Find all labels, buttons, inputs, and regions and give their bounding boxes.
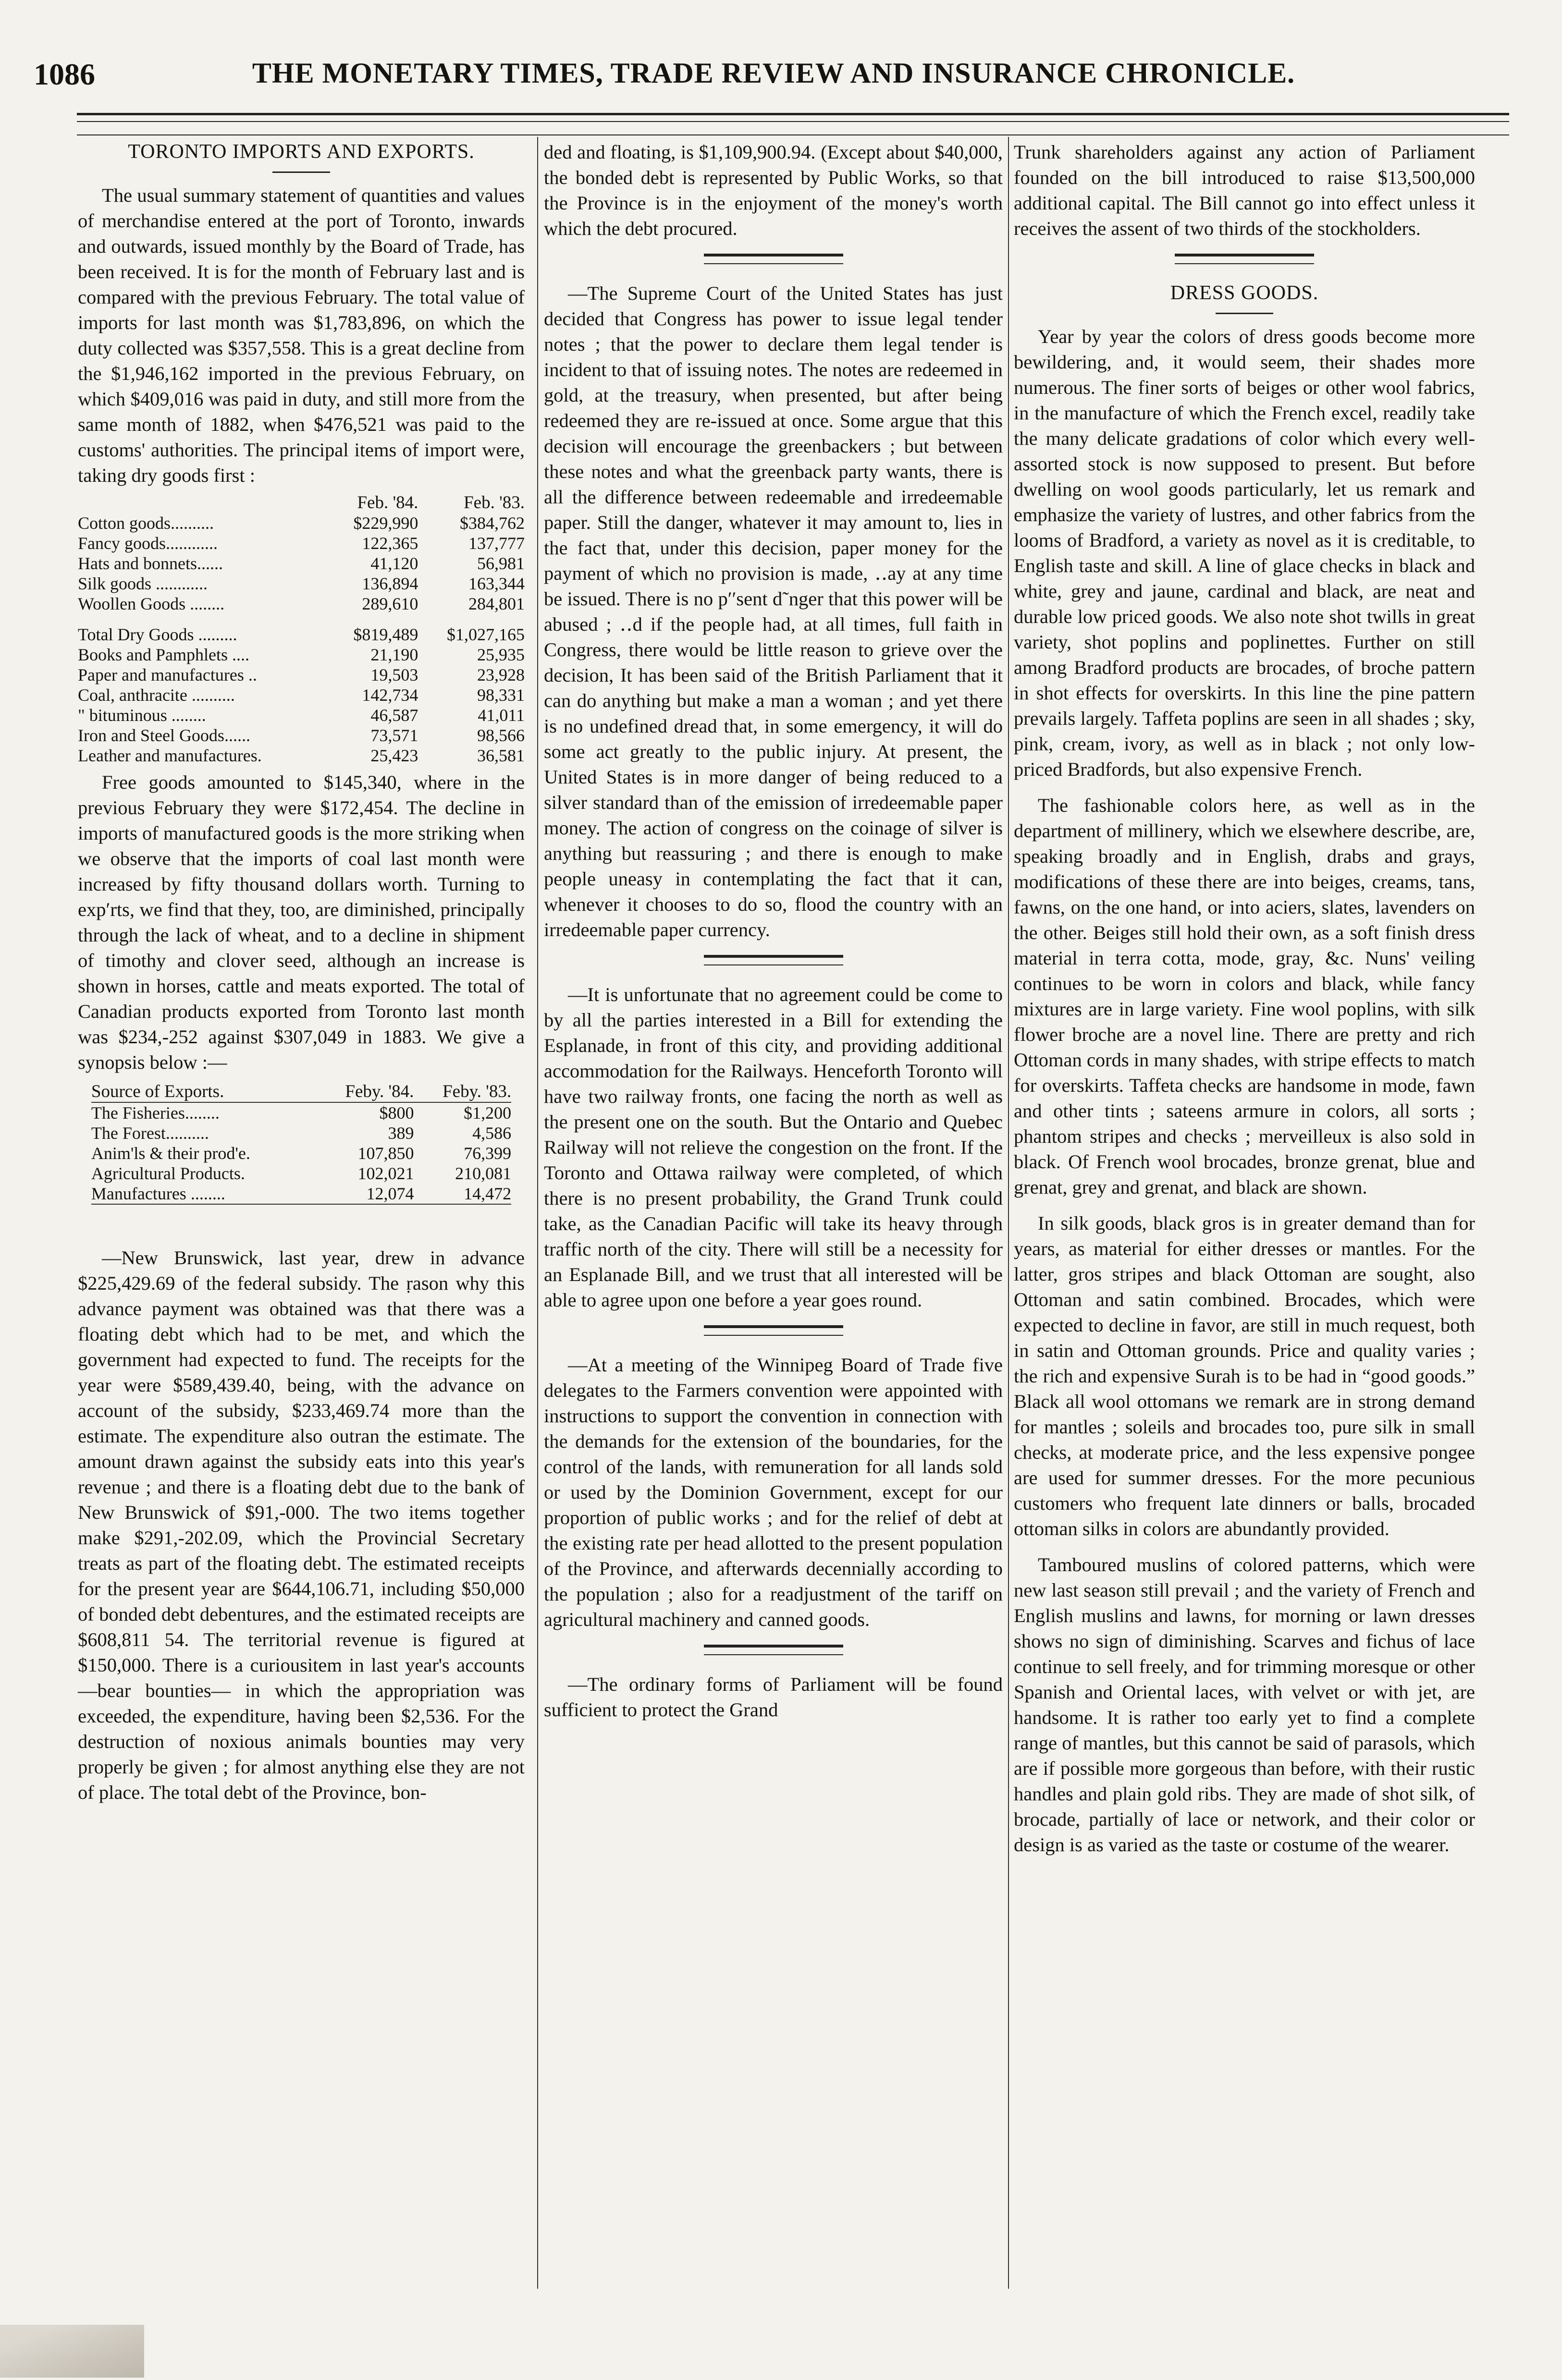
article-paragraph: Year by year the colors of dress goods become more bewildering, and, it would seem, their shades more numerous. The finer sorts of beiges or other wool fabrics, in the manufacture of which the French excel, readily take the many delicate gradations of color which every well-assorted stock is now supposed to present. But before dwelling on wool goods particularly, let us remark and emphasize the variety of lustres, and other fabrics from the looms of Bradford, a variety as novel as it is creditable, to English taste and skill. A line of glace checks in black and white, grey and jaune, cardinal and black, are neat and durable low priced goods. We also note shot twills in great variety, shot poplins and poplinettes. Further on still among Bradford products are brocades, of broche pattern in shot effects for overskirts. In this line the pine pattern prevails largely. Taffeta poplins are seen in all shades ; sky, pink, cream, ivory, as well as in black ; not only low-priced Bradfords, but also expensive French. [1014,326,1475,780]
table-row: " bituminous ........ 46,587 41,011 [78,706,525,725]
table-row: Coal, anthracite .......... 142,734 98,331 [78,685,525,705]
page-number: 1086 [34,57,95,91]
table-row-total: Total Dry Goods ......... $819,489 $1,027,165 [78,625,525,644]
table-row: Fancy goods............ 122,365 137,777 [78,534,525,553]
article-separator [704,254,843,264]
article-paragraph: —The Supreme Court of the United States has just decided that Congress has power to issue legal tender notes ; that the power to declare them legal tender is incident to that of issuing notes. The notes are redeemed in gold, at the treasury, when presented, but after being redeemed they are re-issued at once. Some argue that this decision will encourage the greenbackers ; but between these notes and what the greenback party wants, there is all the difference between redeemable and irredeemable paper. Still the danger, whatever it may amount to, lies in the fact that, under this decision, paper money for the payment of which no provision is made, ‥ay at any time be issued. There is no p′′sent d˜nger that this power will be abused ; ‥d if the people had, at all times, full faith in Congress, there would be little reason to grieve over the decision, It has been said of the British Parliament that it can do anything but make a man a woman ; and yet there is no undefined dread that, in some emergency, it will do some act greatly to the public injury. At present, the United States is in more danger of being reduced to a silver standard than of the emission of irredeemable paper money. The action of congress on the coinage of silver is anything but reassuring ; and there is enough to make people uneasy in contemplating the fact that it can, whenever it chooses to do so, flood the country with an irredeemable paper currency. [544,282,1003,940]
article-separator [704,1325,843,1336]
column-one [78,139,525,1805]
table-row: Silk goods ............ 136,894 163,344 [78,574,525,593]
article-paragraph: —The ordinary forms of Parliament will be found sufficient to protect the Grand [544,1673,1003,1721]
exports-col-source: Source of Exports. [91,1082,224,1101]
table-row: Hats and bonnets...... 41,120 56,981 [78,554,525,573]
table-row: Cotton goods.......... $229,990 $384,762 [78,513,525,533]
article-paragraph: Free goods amounted to $145,340, where in the previous February they were $172,454. The decline in imports of manufactured goods is the more striking when we observe that the imports of coal last month were increased by fifty thousand dollars worth. Turning to exp′rts, we find that they, too, are diminished, principally through the lack of wheat, and to a decline in shipment of timothy and clover seed, although an increase is shown in horses, cattle and meats exported. The total of Canadian products exported from Toronto last month was $234,-252 against $307,049 in 1883. We give a synopsis below :— [78,771,525,1073]
paper-corner-blemish [0,2325,144,2378]
article-paragraph: —It is unfortunate that no agreement could be come to by all the parties interested in a Bill for extending the Esplanade, in front of this city, and providing additional accommodation for the Railways. Henceforth Toronto will have two railway fronts, one facing the north as well as the present one on the south. But the Ontario and Quebec Railway will not relieve the congestion on the front. If the Toronto and Ottawa railway were completed, of which there is no present probability, the Grand Trunk could take, as the Canadian Pacific will take its heavy through traffic north of the city. There will still be a necessity for an Esplanade Bill, and we trust that all interested will be able to agree upon one before a year goes round. [544,984,1003,1311]
column-divider-left [537,137,538,2289]
imports-col-feb83: Feb. '83. [464,493,525,513]
exports-table-header [91,1082,511,1102]
table-row: Agricultural Products. 102,021 210,081 [91,1164,512,1183]
article-paragraph: —New Brunswick, last year, drew in advance $225,429.69 of the federal subsidy. The ṛason why this advance payment was obtained was that there was a floating debt which had to be met, and which the government had expected to fund. The receipts for the year were $589,439.40, being, with the advance on account of the subsidy, $233,469.74 more than the estimate. The expenditure also outran the estimate. The amount drawn against the subsidy eats into this year's revenue ; and there is a floating debt due to the bank of New Brunswick of $91,-000. The two items together make $291,-202.09, which the Provincial Secretary treats as part of the floating debt. The estimated receipts for the present year are $644,106.71, including $50,000 of bonded debt debentures, and the estimated receipts are $608,811 54. The territorial revenue is figured at $150,000. There is a curiousitem in last year's accounts —bear bounties— in which the appropriation was exceeded, the expenditure, having been $2,536. For the destruction of noxious animals bounties may very properly be given ; for almost anything else they are not of place. The total debt of the Province, bon- [78,1247,525,1803]
table-row: The Forest.......... 389 4,586 [91,1123,512,1143]
article-paragraph: ded and floating, is $1,109,900.94. (Except about $40,000, the bonded debt is represented by Public Works, so that the Province is in the enjoyment of the money's worth which the debt procured. [544,141,1003,239]
imports-col-feb84: Feb. '84. [357,493,418,513]
article-paragraph: —At a meeting of the Winnipeg Board of Trade five delegates to the Farmers convention were appointed with instructions to support the convention in connection with the demands for the extension of the boundaries, for the control of the lands, with remuneration for all lands sold or used by the Dominion Government, except for our proportion of public works ; and for the relief of debt at the existing rate per head allotted to the present population of the Province, and afterwards decennially according to the population ; also for a readjustment of the tariff on agricultural machinery and canned goods. [544,1354,1003,1630]
article-heading-dress-goods: DRESS GOODS. [1170,282,1319,304]
header-rule-thin [77,121,1509,122]
column-divider-right [1008,137,1009,2289]
table-row: Manufactures ........ 12,074 14,472 [91,1184,512,1203]
article-paragraph: Trunk shareholders against any action of Parliament founded on the bill introduced to raise $13,500,000 additional capital. The Bill cannot go into effect unless it receives the assent of two thirds of the stockholders. [1014,141,1475,239]
header-rule-thick [77,113,1509,115]
article-paragraph: The usual summary statement of quantities and values of merchandise entered at the port of Toronto, inwards and outwards, issued monthly by the Board of Trade, has been received. It is for the month of February last and is compared with the previous February. The total value of imports for last month was $1,783,896, on which the duty collected was $357,558. This is a great decline from the $1,946,162 imported in the previous February, on which $409,016 was paid in duty, and still more from the same month of 1882, when $476,521 was paid to the customs' authorities. The principal items of import were, taking dry goods first : [78,184,525,486]
table-row: Woollen Goods ........ 289,610 284,801 [78,594,525,613]
imports-table [78,493,525,766]
article-separator [704,1645,843,1655]
header-rule-bottom [77,134,1509,135]
table-row: Paper and manufactures .. 19,503 23,928 [78,665,525,684]
article-separator [1175,254,1314,264]
table-row: Leather and manufactures. 25,423 36,581 [78,746,525,765]
heading-underline [1216,313,1273,314]
exports-col-feb83: Feby. '83. [443,1082,512,1101]
imports-table-header [78,493,525,513]
article-separator [704,955,843,965]
table-row: Anim'ls & their prod'e. 107,850 76,399 [91,1144,512,1163]
article-heading-toronto-imports: TORONTO IMPORTS AND EXPORTS. [128,141,475,163]
column-three [1014,139,1475,1857]
running-title: THE MONETARY TIMES, TRADE REVIEW AND INSURANCE CHRONICLE. [252,57,1295,89]
table-row: Books and Pamphlets .... 21,190 25,935 [78,645,525,664]
exports-col-feb84: Feby. '84. [345,1082,414,1101]
article-paragraph: In silk goods, black gros is in greater demand than for years, as material for either dresses or mantles. For the latter, gros stripes and black Ottoman are sought, also Ottoman and satin combined. Brocades, which were expected to decline in favor, are still in much request, both in satin and Ottoman grounds. Price and quality varies ; the rich and expensive Surah is to be had in “good goods.” Black all wool ottomans we remark are in strong demand for mantles ; soleils and brocades too, pure silk in small checks, at moderate price, and the less expensive pongee are used for summer dresses. For the more pecunious customers who frequent late dinners or balls, brocaded ottoman silks in colors are abundantly provided. [1014,1212,1475,1539]
table-row: Iron and Steel Goods...... 73,571 98,566 [78,726,525,745]
column-two [544,139,1003,1722]
table-row: The Fisheries........ $800 $1,200 [91,1103,512,1123]
page-header [34,57,1513,100]
heading-underline [272,171,330,173]
article-paragraph: Tamboured muslins of colored patterns, which were new last season still prevail ; and the variety of French and English muslins and lawns, for morning or lawn dresses shows no sign of diminishing. Scarves and fichus of lace continue to sell freely, and for trimming moresque or other Spanish and Oriental laces, with velvet or with jet, are handsome. It is rather too early yet to find a complete range of mantles, but this cannot be said of parasols, which are if possible more gorgeous than before, with their rustic handles and plain gold ribs. They are made of shot silk, of brocade, partially of lace or network, and their color or design is as varied as the taste or costume of the wearer. [1014,1554,1475,1855]
exports-table [91,1082,511,1205]
article-paragraph: The fashionable colors here, as well as in the department of millinery, which we elsewhere describe, are, speaking broadly and in English, drabs and grays, modifications of these there are into beiges, creams, tans, fawns, on the one hand, or into aciers, slates, lavenders on the other. Beiges still hold their own, as a soft finish dress material in terra cotta, mode, gray, &c. Nuns' veiling continues to be worn in colors and black, while fancy mixtures are in large variety. Fine wool poplins, with silk flower broche are a novel line. There are pretty and rich Ottoman cords in many shades, with stripe effects to match for overskirts. Taffeta checks are handsome in mode, fawn and other tints ; sateens armure in colors, all sorts ; phantom stripes and checks ; merveilleux is also sold in black. Of French wool brocades, bronze grenat, blue and grenat, grey and grenat, and black are shown. [1014,794,1475,1198]
